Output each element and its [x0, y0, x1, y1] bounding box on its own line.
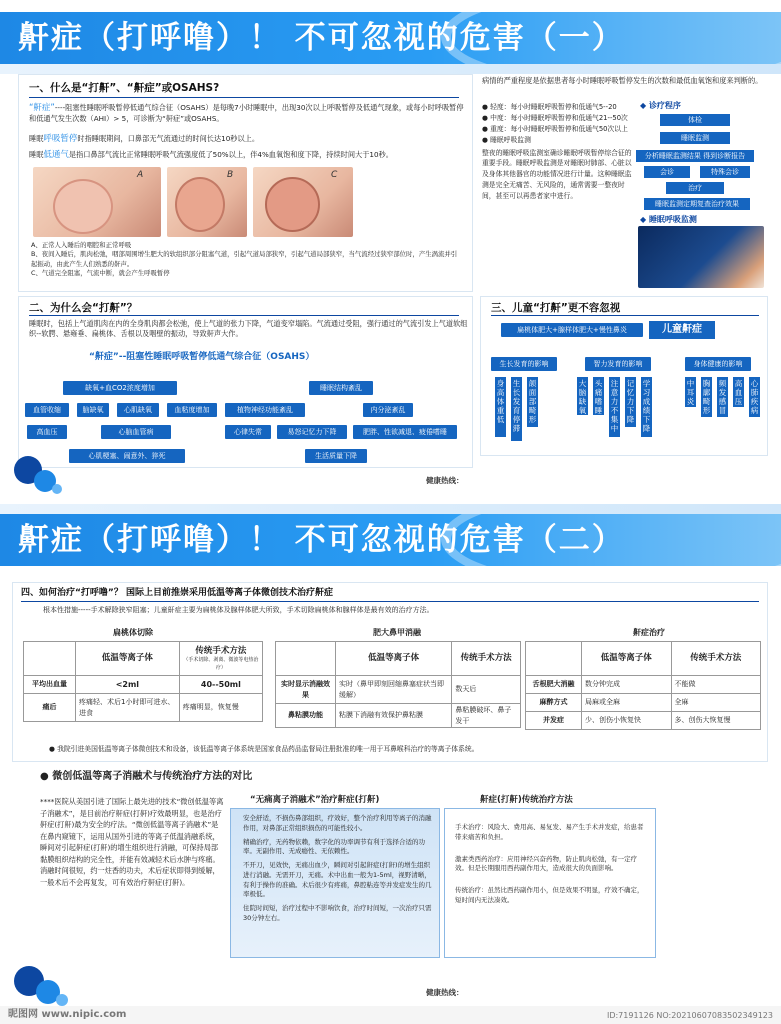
flow-node: 心肌缺氧 — [117, 403, 159, 417]
section-4-title: 四、如何治疗“打呼噜”？ 国际上目前推崇采用低温等离子体微创技术治疗鼾症 — [21, 588, 333, 598]
procedure-step: 睡眠监测定期复查治疗效果 — [644, 198, 750, 210]
flow-node: 心脑血管病 — [101, 425, 171, 439]
flow-node: 植物神经功能紊乱 — [225, 403, 305, 417]
impact-item: 注意力不集中 — [609, 377, 620, 437]
flow-node: 肥胖、性欲减退、疲倦嗜睡 — [353, 425, 457, 439]
airway-illustration-c: C — [253, 167, 353, 237]
new-method-title: “无痛离子消融术”治疗鼾症(打鼾) — [250, 795, 380, 805]
flow-node: 睡眠结构紊乱 — [309, 381, 373, 395]
watermark-left: 昵图网 www.nipic.com — [8, 1009, 127, 1020]
airway-illustration-a: A — [33, 167, 161, 237]
procedure-step: 分析睡眠监测结果 得到诊断报告 — [636, 150, 754, 162]
section-4-subtitle: 根本性措施-----手术解除狭窄阻塞；儿童鼾症主要为扁桃体及腺样体肥大所致，手术切除扁桃体和腺样体是最有效的治疗方法。 — [43, 606, 434, 614]
comparison-title: ● 微创低温等离子消融术与传统治疗方法的对比 — [40, 771, 253, 782]
section-3-title: 三、儿童“打鼾”更不容忽视 — [491, 302, 621, 314]
impact-item: 记忆力下降 — [625, 377, 636, 427]
procedure-step: 特殊会诊 — [700, 166, 750, 178]
impact-item: 学习成绩下降 — [641, 377, 652, 437]
flow-node: 血管收缩 — [25, 403, 69, 417]
impact-item: 胸廓畸形 — [702, 379, 711, 415]
section-treatment-panel — [12, 582, 768, 762]
flow-node: 心肌梗塞、闹意外、猝死 — [69, 449, 185, 463]
procedure-step: 会诊 — [644, 166, 690, 178]
impact-item: 生长发育停滞 — [511, 377, 522, 441]
old-method-title: 鼾症(打鼾)传统治疗方法 — [480, 795, 573, 805]
old-method-box: 手术治疗：风险大、费用高、易复发、易产生手术并发症，给患者带来痛苦和负担。 激素类西药治疗：应用神经兴奋药物，防止肌肉松弛，有一定疗效。但是长期服用西药副作用大，造成很大的负面影响。 传统治疗：虽然比西药副作用小，但是效果不明显，疗效不确定，短时间内无法凑效。 — [444, 808, 656, 958]
decor-circle — [56, 994, 68, 1006]
watermark-right: ID:7191126 NO:20210607083502349123 — [606, 1011, 773, 1020]
impact-item: 高血压 — [734, 379, 743, 406]
turbinate-table: 低温等离子体 传统手术方法 实时显示消融效果 实时（鼻甲即刻回缩鼻塞症状当即缓解） 数天后 鼻粘膜功能 粘膜下消融有效保护鼻粘膜 鼻粘膜破坏、鼻子发干 — [275, 641, 521, 728]
hotline-label-2: 健康热线： — [426, 988, 464, 997]
section-2-title: 二、为什么会“打鼾”？ — [29, 302, 138, 314]
page-title-2: 鼾症（打呼噜）！ 不可忽视的危害（二） — [18, 522, 625, 558]
table-caption: 肥大鼻甲消融 — [373, 628, 421, 637]
page-title-1: 鼾症（打呼噜）！ 不可忽视的危害（一） — [18, 20, 625, 56]
table-caption: 扁桃体切除 — [113, 628, 153, 637]
impact-item: 颌面部畸形 — [527, 377, 538, 427]
procedure-step: 体检 — [660, 114, 730, 126]
flow-title: “鼾症”--阻塞性睡眠呼吸暂停低通气综合征（OSAHS） — [89, 352, 315, 362]
children-cause: 扁桃体肥大+腺样体肥大+慢性鼻炎 — [501, 323, 643, 337]
flow-node: 脑缺氧 — [77, 403, 109, 417]
impact-item: 中耳炎 — [686, 379, 695, 406]
flow-node: 内分泌紊乱 — [363, 403, 413, 417]
flow-node: 易怒记忆力下降 — [277, 425, 347, 439]
impact-category: 生长发育的影响 — [491, 357, 557, 371]
table-caption: 鼾症治疗 — [633, 628, 665, 637]
tonsillectomy-table: 低温等离子体 传统手术方法 （手术切除、剥离、微波等电热治疗） 平均出血量 <2ml 40--50ml 痛后 疼痛轻、术后1小时即可进水、进食 疼痛明显，恢复慢 — [23, 641, 263, 722]
flow-node: 缺氧+血CO2浓度增加 — [63, 381, 177, 395]
flow-node: 血粘度增加 — [167, 403, 217, 417]
header-banner-1 — [0, 12, 781, 64]
section-why-panel — [18, 296, 473, 468]
section-children-panel — [480, 296, 768, 456]
plasma-intro-text: ****医院从美国引进了国际上最先进的技术“微创低温等离子消融术”，是目前治疗鼾症(打鼾)疗效最明显，也是治疗鼾症(打鼾)最为安全的疗法。“微创低温等离子消融术”是在鼻内窥镜下，运用从国外引进的等离子低温消融系统，瞬间对引起鼾症(打鼾)的增生组织进行消融，可保持局部黏膜组织结构的完全性，并能有效减轻术后水肿与疼痛。消融时间很短，约一炷香的功夫，术后症状即得到缓解，一般术后不会再复发，可有效治疗鼾症(打鼾)。 — [40, 797, 224, 887]
airway-illustration-b: B — [167, 167, 247, 237]
illustration-captions: A、正常人入睡后的咽腔和正常呼吸 B、夜间入睡后，肌肉松弛，咽部周围增生肥大的软组织部分阻塞气道，引起气道局部狭窄，引起气道局部狭窄，当气流经过狭窄部位时，产生涡流并引起振动，由此产生人们熟悉的鼾声。 C、气道完全阻塞，气流中断，就会产生呼吸暂停 — [31, 241, 458, 277]
apnea-definition: 睡眠呼吸暂停时指睡眠期间，口鼻部无气流通过的时间长达10秒以上。 — [29, 134, 260, 144]
impact-item: 频发感冒 — [718, 379, 727, 415]
impact-item: 大脑缺氧 — [578, 379, 587, 415]
impact-category: 智力发育的影响 — [585, 357, 651, 371]
impact-item: 心肺疾病 — [750, 379, 759, 415]
snoring-treatment-table: 低温等离子体 传统手术方法 舌根肥大消融 数分钟完成 不能做 麻醉方式 局麻或全麻 全麻 并发症 少、创伤小恢复快 多、创伤大恢复慢 — [525, 641, 761, 730]
osahs-definition: “鼾症”----阻塞性睡眠呼吸暂停低通气综合征（OSAHS）是每晚7小时睡眠中，出现30次以上呼吸暂停及低通气现象，或每小时呼吸暂停和低通气发生次数（AHI）> 5，可诊断为“鼾症”或OSAHS。 — [29, 103, 464, 124]
section-1-title: 一、什么是“打鼾”、“鼾症”或OSAHS? — [29, 82, 220, 94]
header-banner-2 — [0, 514, 781, 566]
flow-node: 高血压 — [27, 425, 67, 439]
impact-item: 身高体重低 — [495, 377, 506, 437]
sleep-monitoring-photo — [638, 226, 764, 288]
flow-node: 生活质量下降 — [305, 449, 367, 463]
procedure-step: 睡眠监测 — [660, 132, 730, 144]
hotline-label-1: 健康热线： — [426, 476, 464, 485]
children-snoring-tag: 儿童鼾症 — [649, 321, 715, 339]
equipment-note: ● 我院引进美国低温等离子体微创技术和设备，该低温等离子体系统是国家食品药品监督局注册批准的唯一用于耳鼻喉科治疗的等离子体系统。 — [49, 745, 479, 753]
flow-node: 心律失常 — [225, 425, 271, 439]
procedure-step: 治疗 — [666, 182, 724, 194]
impact-item: 头痛嗜睡 — [594, 379, 603, 415]
new-method-box: 安全舒适，不损伤鼻部组织，疗效好，整个治疗利用等离子的消融作用，对鼻部正常组织损伤的可能性较小。 精确治疗，无药物依赖，数字化的功率调节有利于选择合适的功率。无副作用、无成瘾性、无依赖性。 不开刀，见效快，无痛出血少，瞬间对引起鼾症(打鼾)的增生组织进行消融。无需开刀，无痛。术中出血一般为1-5ml，视野清晰，有利于操作的准确。术后很少有疼痛，鼻腔粘连等并发症发生的几率极低。 住院时间短，治疗过程中不影响饮食，治疗时间短，一次治疗只需30分钟左右。 — [230, 808, 440, 958]
hypopnea-definition: 睡眠低通气是指口鼻部气流比正常睡眠呼吸气流强度低了50%以上，伴4%血氧饱和度下降，持续时间大于10秒。 — [29, 150, 393, 160]
watermark-bar — [0, 1006, 781, 1024]
severity-levels: ● 轻度：每小时睡眠呼吸暂停和低通气5--20 ● 中度：每小时睡眠呼吸暂停和低通气21--50次 ● 重度：每小时睡眠呼吸暂停和低通气50次以上 ● 睡眠呼吸监测 整夜的睡眠呼吸监测室确诊睡眠呼吸暂停综合征的重要手段。睡眠呼吸监测是对睡眠时肺部、心脏以及身体其他器官的功能情况进行计量。这种睡眠监测是完全无痛苦、无风险的，通常需要一整夜时间，甚至可以再患者家中进行。 — [482, 103, 632, 200]
monitoring-title: ◆ 睡眠呼吸监测 — [640, 215, 697, 224]
section-what-is-panel — [18, 74, 473, 292]
severity-intro: 病情的严重程度是依据患者每小时睡眠呼吸暂停发生的次数和最低血氧饱和度来判断的。 — [482, 76, 763, 85]
decor-circle — [52, 484, 62, 494]
impact-category: 身体健康的影响 — [685, 357, 751, 371]
why-body-text: 睡眠时，包括上气道肌肉在内的全身肌肉都会松弛，使上气道的张力下降，气道变窄塌陷。气流通过受阻，强行通过的气流引发上气道软组织--软腭、悬雍垂、扁桃体、舌根以及咽壁的振动，导致鼾声大作。 — [29, 319, 468, 339]
procedure-title: ◆ 诊疗程序 — [640, 101, 681, 110]
